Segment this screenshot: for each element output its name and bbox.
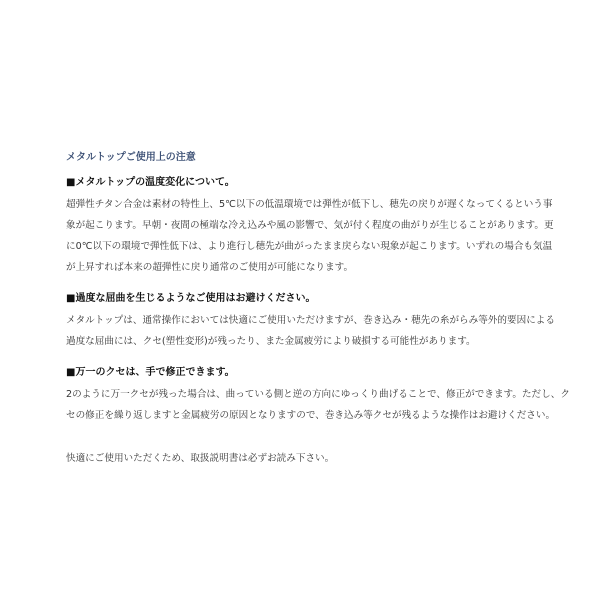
notice-title: メタルトップご使用上の注意 [66,152,196,163]
body-line: メタルトップは、通常操作においては快適にご使用いただけますが、巻き込み・穂先の糸がらみ等外的要因による [66,315,555,326]
body-line: 象が起こります。早朝・夜間の極端な冷え込みや風の影響で、気が付く程度の曲がりが生じることがあります。更 [66,220,554,231]
section-heading-correction: ■万一のクセは、手で修正できます。 [66,367,235,378]
section-temperature [66,174,554,278]
section-correction [66,364,570,426]
body-line: 過度な屈曲には、クセ(塑性変形)が残ったり、また金属疲労により破損する可能性があります。 [66,336,476,347]
section-body-temperature [66,194,554,278]
section-body-bending [66,310,555,352]
footer-note: 快適にご使用いただくため、取扱説明書は必ずお読み下さい。 [66,453,335,464]
body-line: 超弾性チタン合金は素材の特性上、5℃以下の低温環境では弾性が低下し、穂先の戻りが遅くなってくるという事 [66,199,553,210]
body-line: に0℃以下の環境で弾性低下は、より進行し穂先が曲がったまま戻らない現象が起こります。いずれの場合も気温 [66,241,553,252]
body-line: が上昇すれば本来の超弾性に戻り通常のご使用が可能になります。 [66,262,354,273]
notice-container [66,150,570,469]
section-bending [66,290,555,352]
body-line: 2のように万一クセが残った場合は、曲っている側と逆の方向にゆっくり曲げることで、修正ができます。ただし、ク [66,389,570,400]
body-line: セの修正を繰り返しますと金属疲労の原因となりますので、巻き込み等クセが残るような操作はお避けください。 [66,410,556,421]
section-heading-bending: ■過度な屈曲を生じるようなご使用はお避けください。 [66,293,316,304]
section-heading-temperature: ■メタルトップの温度変化について。 [66,177,235,188]
section-body-correction [66,384,570,426]
